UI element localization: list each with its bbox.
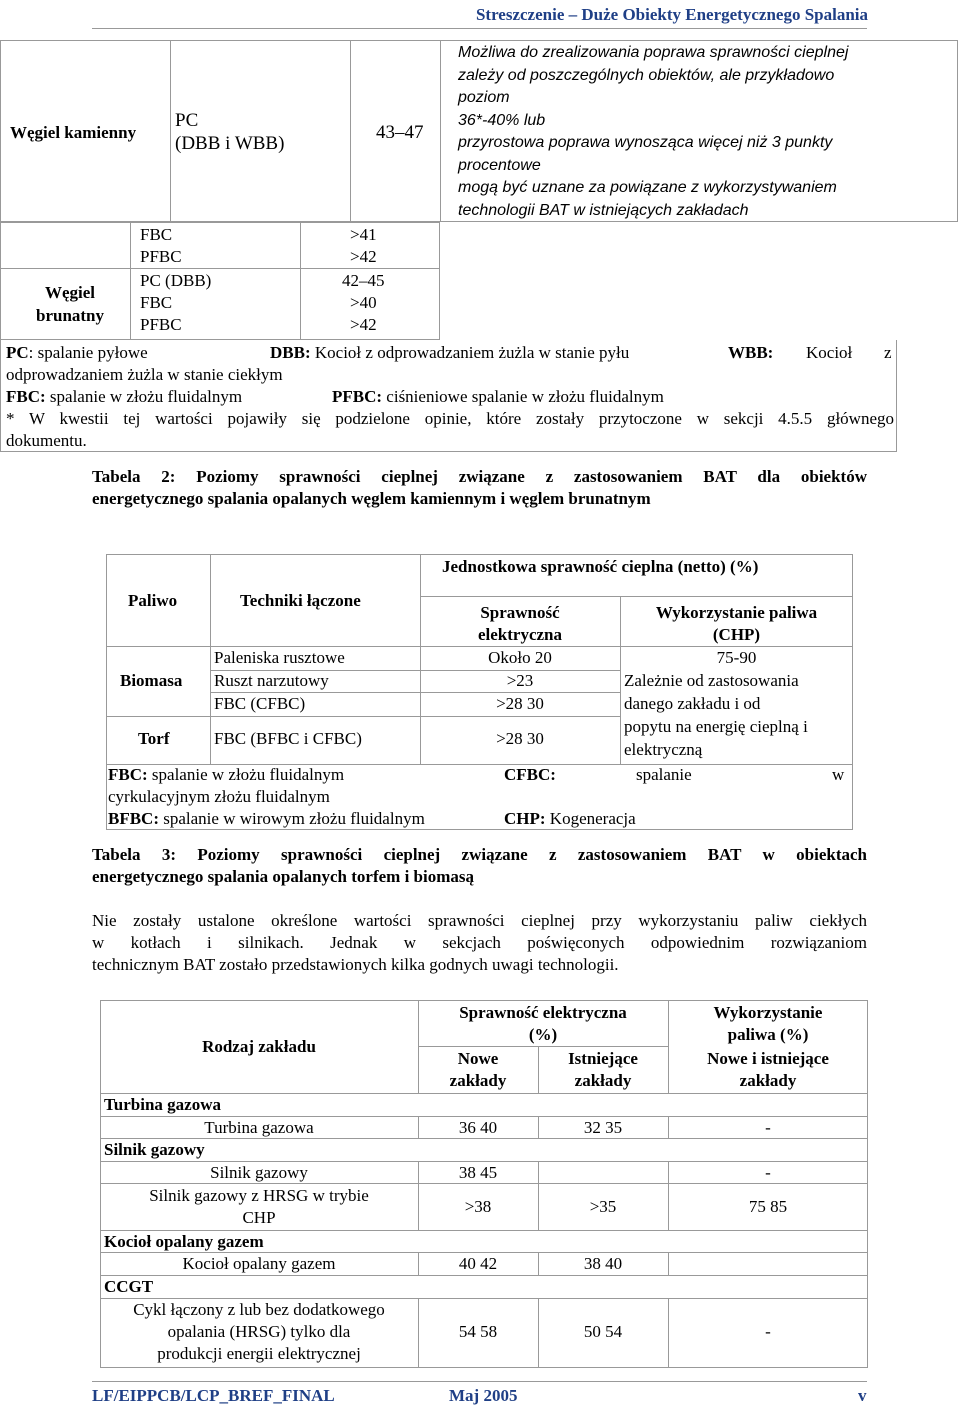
value-new: 36 40 [458, 1118, 498, 1137]
t2-note-cfbc-b: w [832, 765, 845, 784]
col-tech: Techniki łączone [240, 591, 361, 610]
paragraph-line: technicznym BAT zostało przedstawionych kilka godnych uwagi technologii. [92, 955, 619, 974]
table2-caption-1: Tabela 2: Poziomy sprawności cieplnej związane z zastosowaniem BAT dla obiektów [92, 467, 867, 486]
chp-line: danego zakładu i od [624, 694, 761, 713]
chp-top: 75-90 [716, 648, 757, 667]
value-new: 40 42 [458, 1254, 498, 1273]
chp-line: Zależnie od zastosowania [624, 671, 799, 690]
header-rule [92, 28, 867, 29]
t2-note-bfbc: BFBC: spalanie w wirowym złożu fluidalnym [108, 809, 425, 828]
h-plant-type: Rodzaj zakładu [202, 1037, 316, 1056]
lignite-tech: PC (DBB) [140, 271, 212, 290]
value-existing: >35 [589, 1197, 617, 1216]
running-header: Streszczenie – Duże Obiekty Energetycznego Spalania [475, 5, 868, 24]
note-wbb-c: odprowadzaniem żużla w stanie ciekłym [6, 365, 283, 384]
t2-note-cfbc-2: cyrkulacyjnym złożu fluidalnym [108, 787, 330, 806]
remark-line: Możliwa do zrealizowania poprawa sprawności cieplnej [458, 44, 849, 61]
remark-line: zależy od poszczególnych obiektów, ale przykładowo [458, 66, 835, 84]
plant-name: Silnik gazowy z HRSG w trybie [149, 1186, 369, 1205]
remark-line: 36*-40% lub [458, 111, 546, 129]
fbc-tech: FBC [140, 225, 173, 244]
plant-name: Silnik gazowy [210, 1163, 308, 1182]
value-existing: 38 40 [583, 1254, 623, 1273]
plant-name: Turbina gazowa [204, 1118, 314, 1137]
note-star: * W kwestii tej wartości pojawiły się podzielone opinie, które zostały przytoczone w sekcji 4.5.5 głównego [6, 409, 894, 428]
h-fuel-2: paliwa (%) [727, 1025, 809, 1044]
lignite-label-2: brunatny [35, 306, 105, 325]
el-cell: >23 [506, 671, 534, 690]
footer-doc-id: LF/EIPPCB/LCP_BREF_FINAL [92, 1386, 335, 1405]
note-wbb-b: z [884, 343, 892, 362]
h-el-1: Sprawność elektryczna [459, 1003, 627, 1022]
plant-name: produkcji energii elektrycznej [157, 1344, 361, 1363]
tech-cell: Paleniska rusztowe [214, 648, 345, 667]
el-cell: Około 20 [488, 648, 552, 667]
lignite-tech: PFBC [140, 315, 182, 334]
col-efficiency: Jednostkowa sprawność cieplna (netto) (%) [442, 557, 759, 576]
table2-caption-2: energetycznego spalania opalanych węglem kamiennym i węglem brunatnym [92, 489, 651, 508]
lignite-value: 42–45 [342, 271, 385, 290]
col-chp-2: (CHP) [712, 625, 761, 644]
plant-name: CHP [242, 1208, 276, 1227]
coal-value: 43–47 [376, 122, 424, 143]
paragraph-line: Nie zostały ustalone określone wartości sprawności cieplnej przy wykorzystaniu paliw ciekłych [92, 911, 867, 930]
h-fuel-sub-2: zakłady [739, 1071, 797, 1090]
h-new-2: zakłady [449, 1071, 507, 1090]
value-fuel: - [765, 1163, 771, 1182]
note-fbc: FBC: spalanie w złożu fluidalnym [6, 387, 243, 406]
paragraph-line: w kotłach i silnikach. Jednak w sekcjach poświęconych odpowiednim rozwiązaniom [92, 933, 867, 952]
note-pfbc: PFBC: ciśnieniowe spalanie w złożu fluidalnym [332, 387, 664, 406]
lignite-value: >40 [350, 293, 377, 312]
col-chp-1: Wykorzystanie paliwa [655, 603, 818, 622]
col-fuel: Paliwo [128, 591, 178, 610]
fuel-biomass: Biomasa [120, 671, 183, 690]
h-el-2: (%) [528, 1025, 558, 1044]
h-fuel-sub-1: Nowe i istniejące [707, 1049, 829, 1068]
value-existing: 32 35 [583, 1118, 623, 1137]
group-title: CCGT [104, 1277, 154, 1296]
footer-page: v [858, 1386, 867, 1405]
plant-name: Cykl łączony z lub bez dodatkowego [133, 1300, 385, 1319]
pfbc-value: >42 [350, 247, 377, 266]
remark-line: poziom [458, 89, 510, 106]
value-fuel: 75 85 [748, 1197, 788, 1216]
chp-line: popytu na energię cieplną i [624, 717, 808, 736]
t2-note-cfbc-a: spalanie [636, 765, 692, 784]
tech-cell: Ruszt narzutowy [214, 671, 329, 690]
footer-rule [92, 1381, 867, 1382]
fbc-value: >41 [350, 225, 377, 244]
coal-tech-1: PC [175, 110, 199, 131]
h-fuel-1: Wykorzystanie [713, 1003, 823, 1022]
footer-date: Maj 2005 [449, 1386, 518, 1405]
remark-line: przyrostowa poprawa wynosząca więcej niż 3 punkty [458, 134, 833, 151]
tech-cell: FBC (CFBC) [214, 694, 306, 713]
h-existing-1: Istniejące [568, 1049, 638, 1068]
col-el-1: Sprawność [480, 603, 560, 622]
group-title: Kocioł opalany gazem [104, 1232, 264, 1251]
remark-line: technologii BAT w istniejących zakładach [458, 201, 749, 219]
value-new: 38 45 [458, 1163, 498, 1182]
value-fuel: - [765, 1322, 771, 1341]
el-cell: >28 30 [496, 729, 544, 748]
pfbc-tech: PFBC [140, 247, 182, 266]
tech-cell: FBC (BFBC i CFBC) [214, 729, 362, 748]
note-pc: PC: spalanie pyłowe [6, 343, 148, 362]
plant-name: Kocioł opalany gazem [182, 1254, 336, 1273]
value-existing: 50 54 [583, 1322, 623, 1341]
value-fuel: - [765, 1118, 771, 1137]
plant-name: opalania (HRSG) tylko dla [167, 1322, 351, 1341]
lignite-tech: FBC [140, 293, 173, 312]
col-el-2: elektryczna [477, 625, 563, 644]
group-title: Silnik gazowy [104, 1140, 205, 1159]
table3-caption-2: energetycznego spalania opalanych torfem i biomasą [92, 867, 474, 886]
note-star-2: dokumentu. [6, 431, 87, 450]
t2-note-chp: CHP: Kogeneracja [504, 809, 636, 828]
chp-line: elektryczną [624, 740, 703, 759]
remark-cell [458, 42, 938, 222]
t2-note-cfbc-key: CFBC: [504, 765, 556, 784]
note-wbb-key: WBB: [728, 343, 774, 362]
coal-label: Węgiel kamienny [10, 123, 137, 142]
remark-line: procentowe [458, 156, 541, 174]
value-new: 54 58 [458, 1322, 498, 1341]
value-new: >38 [464, 1197, 492, 1216]
t2-note-fbc: FBC: spalanie w złożu fluidalnym [108, 765, 345, 784]
el-cell: >28 30 [496, 694, 544, 713]
remark-line: mogą być uznane za powiązane z wykorzystywaniem [458, 179, 837, 196]
h-new-1: Nowe [457, 1049, 499, 1068]
lignite-value: >42 [350, 315, 377, 334]
h-existing-2: zakłady [574, 1071, 632, 1090]
note-wbb-a: Kocioł [806, 343, 853, 362]
table3-caption-1: Tabela 3: Poziomy sprawności cieplnej związane z zastosowaniem BAT w obiektach [92, 845, 867, 864]
group-title: Turbina gazowa [104, 1095, 221, 1114]
coal-tech-2: (DBB i WBB) [175, 133, 285, 154]
note-dbb: DBB: Kocioł z odprowadzaniem żużla w stanie pyłu [270, 343, 630, 362]
lignite-label-1: Węgiel [44, 283, 96, 302]
fuel-peat: Torf [138, 729, 170, 748]
